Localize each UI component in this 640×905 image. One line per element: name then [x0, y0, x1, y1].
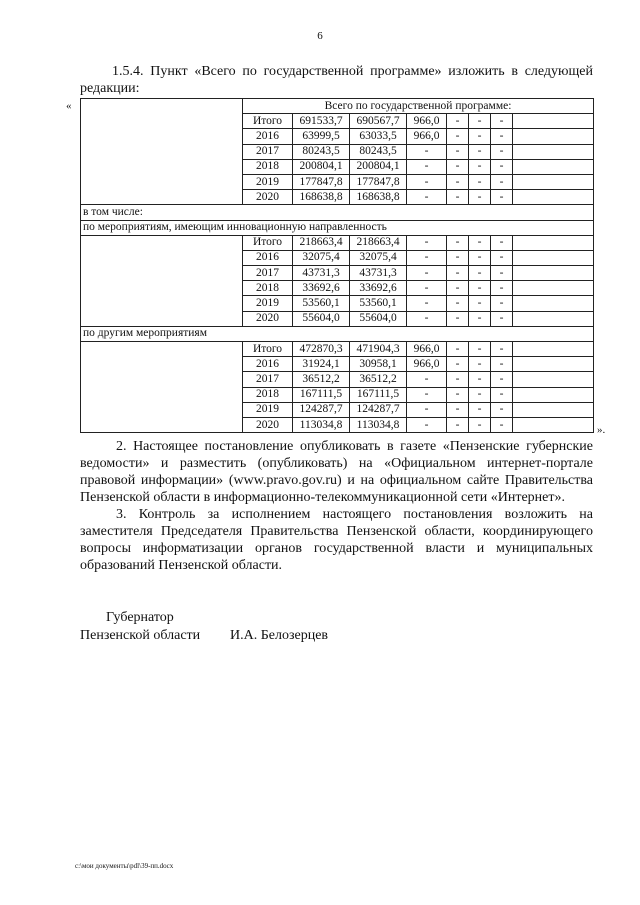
empty-cell: [513, 250, 594, 265]
value-cell: -: [469, 357, 491, 372]
year-cell: 2017: [243, 266, 293, 281]
table-row: [81, 281, 594, 296]
value-cell: 966,0: [407, 357, 447, 372]
innovative-label: по мероприятиям, имеющим инновационную направленность: [81, 220, 594, 235]
value-cell: -: [491, 357, 513, 372]
empty-cell: [513, 372, 594, 387]
value-cell: 200804,1: [350, 159, 407, 174]
group-innovative-rows: [81, 235, 594, 326]
value-cell: -: [469, 250, 491, 265]
value-cell: -: [469, 129, 491, 144]
signature-title-line1: Губернатор: [106, 610, 174, 625]
empty-cell: [513, 114, 594, 129]
value-cell: 966,0: [407, 129, 447, 144]
value-cell: -: [469, 114, 491, 129]
year-cell: 2016: [243, 250, 293, 265]
value-cell: -: [407, 235, 447, 250]
value-cell: -: [491, 311, 513, 326]
value-cell: 691533,7: [293, 114, 350, 129]
value-cell: -: [447, 144, 469, 159]
value-cell: -: [469, 387, 491, 402]
section-1-5-4-text: 1.5.4. Пункт «Всего по государственной программе» изложить в следующей редакции:: [80, 64, 593, 96]
empty-cell: [513, 235, 594, 250]
value-cell: -: [447, 296, 469, 311]
value-cell: -: [407, 250, 447, 265]
other-label: по другим мероприятиям: [81, 326, 594, 341]
table-row: [81, 357, 594, 372]
value-cell: 55604,0: [350, 311, 407, 326]
table-row: [81, 387, 594, 402]
open-quote: «: [66, 100, 72, 112]
value-cell: -: [447, 250, 469, 265]
value-cell: -: [447, 372, 469, 387]
value-cell: -: [447, 159, 469, 174]
table-row: [81, 266, 594, 281]
value-cell: 200804,1: [293, 159, 350, 174]
empty-cell: [513, 174, 594, 189]
value-cell: -: [469, 235, 491, 250]
value-cell: -: [491, 159, 513, 174]
value-cell: -: [447, 281, 469, 296]
value-cell: -: [407, 281, 447, 296]
year-cell: 2018: [243, 387, 293, 402]
value-cell: -: [469, 417, 491, 432]
other-row: [81, 326, 594, 341]
value-cell: 43731,3: [293, 266, 350, 281]
table-header: Всего по государственной программе:: [243, 99, 594, 114]
page-number: 6: [317, 30, 323, 42]
footer-file-path: c:\мои документы\pdl\39-пп.docx: [75, 862, 174, 870]
value-cell: -: [447, 342, 469, 357]
value-cell: 80243,5: [293, 144, 350, 159]
year-cell: 2019: [243, 296, 293, 311]
value-cell: 31924,1: [293, 357, 350, 372]
value-cell: 32075,4: [350, 250, 407, 265]
value-cell: 30958,1: [350, 357, 407, 372]
paragraph-3: 3. Контроль за исполнением настоящего постановления возложить на заместителя Председателя Правительства Пензенской области, координирующего вопросы информатизации органов государственной власти и муниципальных образований Пензенской области.: [80, 507, 593, 573]
value-cell: 53560,1: [293, 296, 350, 311]
value-cell: -: [447, 417, 469, 432]
value-cell: -: [447, 190, 469, 205]
value-cell: -: [407, 372, 447, 387]
table-row: [81, 250, 594, 265]
year-cell: 2017: [243, 144, 293, 159]
table-header-row: [81, 99, 594, 114]
value-cell: 167111,5: [293, 387, 350, 402]
year-cell: 2020: [243, 311, 293, 326]
value-cell: 33692,6: [293, 281, 350, 296]
table-row: [81, 402, 594, 417]
value-cell: -: [407, 144, 447, 159]
value-cell: 218663,4: [350, 235, 407, 250]
value-cell: -: [491, 266, 513, 281]
value-cell: -: [407, 190, 447, 205]
year-cell: 2016: [243, 129, 293, 144]
value-cell: -: [447, 402, 469, 417]
value-cell: -: [407, 296, 447, 311]
year-cell: 2016: [243, 357, 293, 372]
value-cell: -: [407, 174, 447, 189]
value-cell: -: [491, 342, 513, 357]
table-row: [81, 174, 594, 189]
group-other-rows: [81, 342, 594, 433]
value-cell: -: [491, 129, 513, 144]
value-cell: -: [491, 281, 513, 296]
paragraph-2: 2. Настоящее постановление опубликовать в газете «Пензенские губернские ведомости» и разместить (опубликовать) на «Официальном интернет-портале правовой информации» (www.pravo.gov.ru) и на официальном сайте Правительства Пензенской области в информационно-телекоммуникационной сети «Интернет».: [80, 439, 593, 505]
program-funding-table: [80, 98, 594, 433]
table-row: [81, 129, 594, 144]
table-row: [81, 144, 594, 159]
year-cell: 2020: [243, 417, 293, 432]
value-cell: 690567,7: [350, 114, 407, 129]
close-quote: ».: [597, 424, 606, 436]
empty-cell: [513, 387, 594, 402]
value-cell: 36512,2: [350, 372, 407, 387]
table-row: [81, 372, 594, 387]
value-cell: 177847,8: [293, 174, 350, 189]
table-row: [81, 342, 594, 357]
value-cell: 218663,4: [293, 235, 350, 250]
year-cell: Итого: [243, 342, 293, 357]
table-row: [81, 159, 594, 174]
value-cell: -: [491, 296, 513, 311]
value-cell: 471904,3: [350, 342, 407, 357]
value-cell: -: [469, 372, 491, 387]
value-cell: -: [407, 311, 447, 326]
value-cell: -: [491, 190, 513, 205]
value-cell: -: [469, 266, 491, 281]
value-cell: -: [447, 357, 469, 372]
value-cell: -: [469, 159, 491, 174]
value-cell: -: [469, 144, 491, 159]
value-cell: 32075,4: [293, 250, 350, 265]
value-cell: 33692,6: [350, 281, 407, 296]
value-cell: 177847,8: [350, 174, 407, 189]
value-cell: -: [447, 235, 469, 250]
value-cell: -: [491, 174, 513, 189]
including-row: [81, 205, 594, 220]
empty-cell: [513, 417, 594, 432]
empty-cell: [513, 296, 594, 311]
empty-cell: [513, 190, 594, 205]
value-cell: 113034,8: [293, 417, 350, 432]
year-cell: Итого: [243, 235, 293, 250]
empty-cell: [513, 342, 594, 357]
table-row: [81, 235, 594, 250]
value-cell: -: [447, 114, 469, 129]
signature-name: И.А. Белозерцев: [230, 628, 329, 643]
value-cell: -: [491, 417, 513, 432]
table-row: [81, 114, 594, 129]
value-cell: 966,0: [407, 114, 447, 129]
value-cell: -: [469, 296, 491, 311]
year-cell: 2017: [243, 372, 293, 387]
value-cell: -: [491, 372, 513, 387]
value-cell: -: [491, 402, 513, 417]
value-cell: 966,0: [407, 342, 447, 357]
empty-cell: [513, 311, 594, 326]
value-cell: -: [447, 129, 469, 144]
table-row: [81, 417, 594, 432]
year-cell: 2020: [243, 190, 293, 205]
empty-cell: [513, 357, 594, 372]
value-cell: -: [491, 114, 513, 129]
value-cell: -: [407, 387, 447, 402]
empty-cell: [513, 159, 594, 174]
table-row: [81, 190, 594, 205]
value-cell: -: [469, 311, 491, 326]
including-label: в том числе:: [81, 205, 594, 220]
value-cell: -: [469, 402, 491, 417]
value-cell: -: [469, 174, 491, 189]
value-cell: 53560,1: [350, 296, 407, 311]
year-cell: 2018: [243, 159, 293, 174]
value-cell: -: [491, 144, 513, 159]
value-cell: -: [447, 174, 469, 189]
value-cell: -: [491, 235, 513, 250]
empty-cell: [513, 266, 594, 281]
innovative-row: [81, 220, 594, 235]
value-cell: 80243,5: [350, 144, 407, 159]
value-cell: -: [491, 250, 513, 265]
value-cell: 55604,0: [293, 311, 350, 326]
value-cell: -: [407, 266, 447, 281]
value-cell: 63033,5: [350, 129, 407, 144]
value-cell: -: [447, 311, 469, 326]
value-cell: -: [407, 159, 447, 174]
value-cell: 167111,5: [350, 387, 407, 402]
value-cell: 124287,7: [293, 402, 350, 417]
value-cell: 43731,3: [350, 266, 407, 281]
value-cell: -: [469, 342, 491, 357]
empty-cell: [513, 144, 594, 159]
empty-cell: [513, 402, 594, 417]
value-cell: -: [469, 190, 491, 205]
year-cell: 2019: [243, 174, 293, 189]
value-cell: 63999,5: [293, 129, 350, 144]
value-cell: 36512,2: [293, 372, 350, 387]
value-cell: 168638,8: [350, 190, 407, 205]
value-cell: -: [491, 387, 513, 402]
empty-cell: [513, 281, 594, 296]
value-cell: 472870,3: [293, 342, 350, 357]
value-cell: 113034,8: [350, 417, 407, 432]
value-cell: -: [469, 281, 491, 296]
table-row: [81, 296, 594, 311]
value-cell: -: [407, 402, 447, 417]
year-cell: Итого: [243, 114, 293, 129]
year-cell: 2019: [243, 402, 293, 417]
value-cell: -: [407, 417, 447, 432]
group-total-rows: [81, 114, 594, 205]
year-cell: 2018: [243, 281, 293, 296]
empty-cell: [513, 129, 594, 144]
value-cell: 168638,8: [293, 190, 350, 205]
value-cell: -: [447, 387, 469, 402]
signature-title-line2: Пензенской области: [80, 628, 201, 643]
table-row: [81, 311, 594, 326]
value-cell: -: [447, 266, 469, 281]
value-cell: 124287,7: [350, 402, 407, 417]
